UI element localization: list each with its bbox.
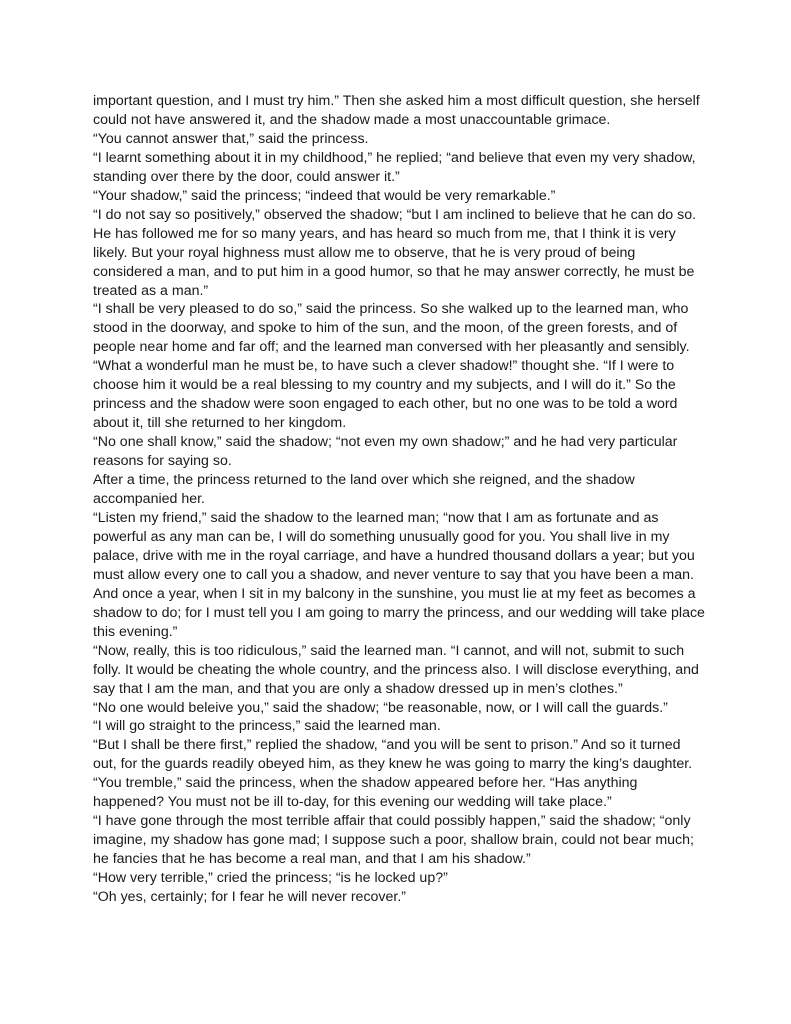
paragraph: “How very terrible,” cried the princess; “is he locked up?” xyxy=(93,870,448,887)
paragraph: After a time, the princess returned to the land over which she reigned, and the shadow accompanied her. xyxy=(93,472,635,508)
paragraph: “I will go straight to the princess,” said the learned man. xyxy=(93,718,441,735)
paragraph: “I learnt something about it in my childhood,” he replied; “and believe that even my very shadow, standing over there by the door, could answer it.” xyxy=(93,149,696,185)
paragraph: “Oh yes, certainly; for I fear he will never recover.” xyxy=(93,889,407,906)
paragraph: “Your shadow,” said the princess; “indeed that would be very remarkable.” xyxy=(93,187,556,204)
paragraph: “What a wonderful man he must be, to have such a clever shadow!” thought she. “If I were to choose him it would be a real blessing to my country and my subjects, and I will do it.” So the princess and the shadow were soon engaged to each other, but no one was to be told a word about it, till she returned to her kingdom. xyxy=(93,358,678,432)
paragraph: “But I shall be there first,” replied the shadow, “and you will be sent to prison.” And so it turned out, for the guards readily obeyed him, as they knew he was going to marry the king’s daughter. xyxy=(93,737,693,773)
paragraph: “No one would beleive you,” said the shadow; “be reasonable, now, or I will call the guards.” xyxy=(93,699,668,716)
paragraph: “Listen my friend,” said the shadow to the learned man; “now that I am as fortunate and as powerful as any man can be, I will do something unusually good for you. You shall live in my palace, drive with me in the royal carriage, and have a hundred thousand dollars a year; but you must allow every one to call you a shadow, and never venture to say that you have been a man. And once a year, when I sit in my balcony in the sunshine, you must lie at my feet as becomes a shadow to do; for I must tell you I am going to marry the princess, and our wedding will take place this evening.” xyxy=(93,509,705,640)
paragraph: “I have gone through the most terrible affair that could possibly happen,” said the shadow; “only imagine, my shadow has gone mad; I suppose such a poor, shallow brain, could not bear much; he fancies that he has become a real man, and that I am his shadow.” xyxy=(93,813,694,868)
paragraph: “I shall be very pleased to do so,” said the princess. So she walked up to the learned man, who stood in the doorway, and spoke to him of the sun, and the moon, of the green forests, and of people near home and far off; and the learned man conversed with her pleasantly and sensibly. xyxy=(93,301,690,356)
paragraph: “You tremble,” said the princess, when the shadow appeared before her. “Has anything happened? You must not be ill to-day, for this evening our wedding will take place.” xyxy=(93,775,638,811)
paragraph: “You cannot answer that,” said the princess. xyxy=(93,130,369,147)
paragraph: “Now, really, this is too ridiculous,” said the learned man. “I cannot, and will not, submit to such folly. It would be cheating the whole country, and the princess also. I will disclose everything, and say that I am the man, and that you are only a shadow dressed up in men’s clothes.” xyxy=(93,642,699,697)
paragraph: important question, and I must try him.” Then she asked him a most difficult question, she herself could not have answered it, and the shadow made a most unaccountable grimace. xyxy=(93,93,700,128)
paragraph: “No one shall know,” said the shadow; “not even my own shadow;” and he had very particular reasons for saying so. xyxy=(93,434,678,470)
document-body xyxy=(93,92,705,907)
paragraph: “I do not say so positively,” observed the shadow; “but I am inclined to believe that he can do so. He has followed me for so many years, and has heard so much from me, that I think it is very likely. But your royal highness must allow me to observe, that he is very proud of being considered a man, and to put him in a good humor, so that he may answer correctly, he must be treated as a man.” xyxy=(93,206,697,299)
